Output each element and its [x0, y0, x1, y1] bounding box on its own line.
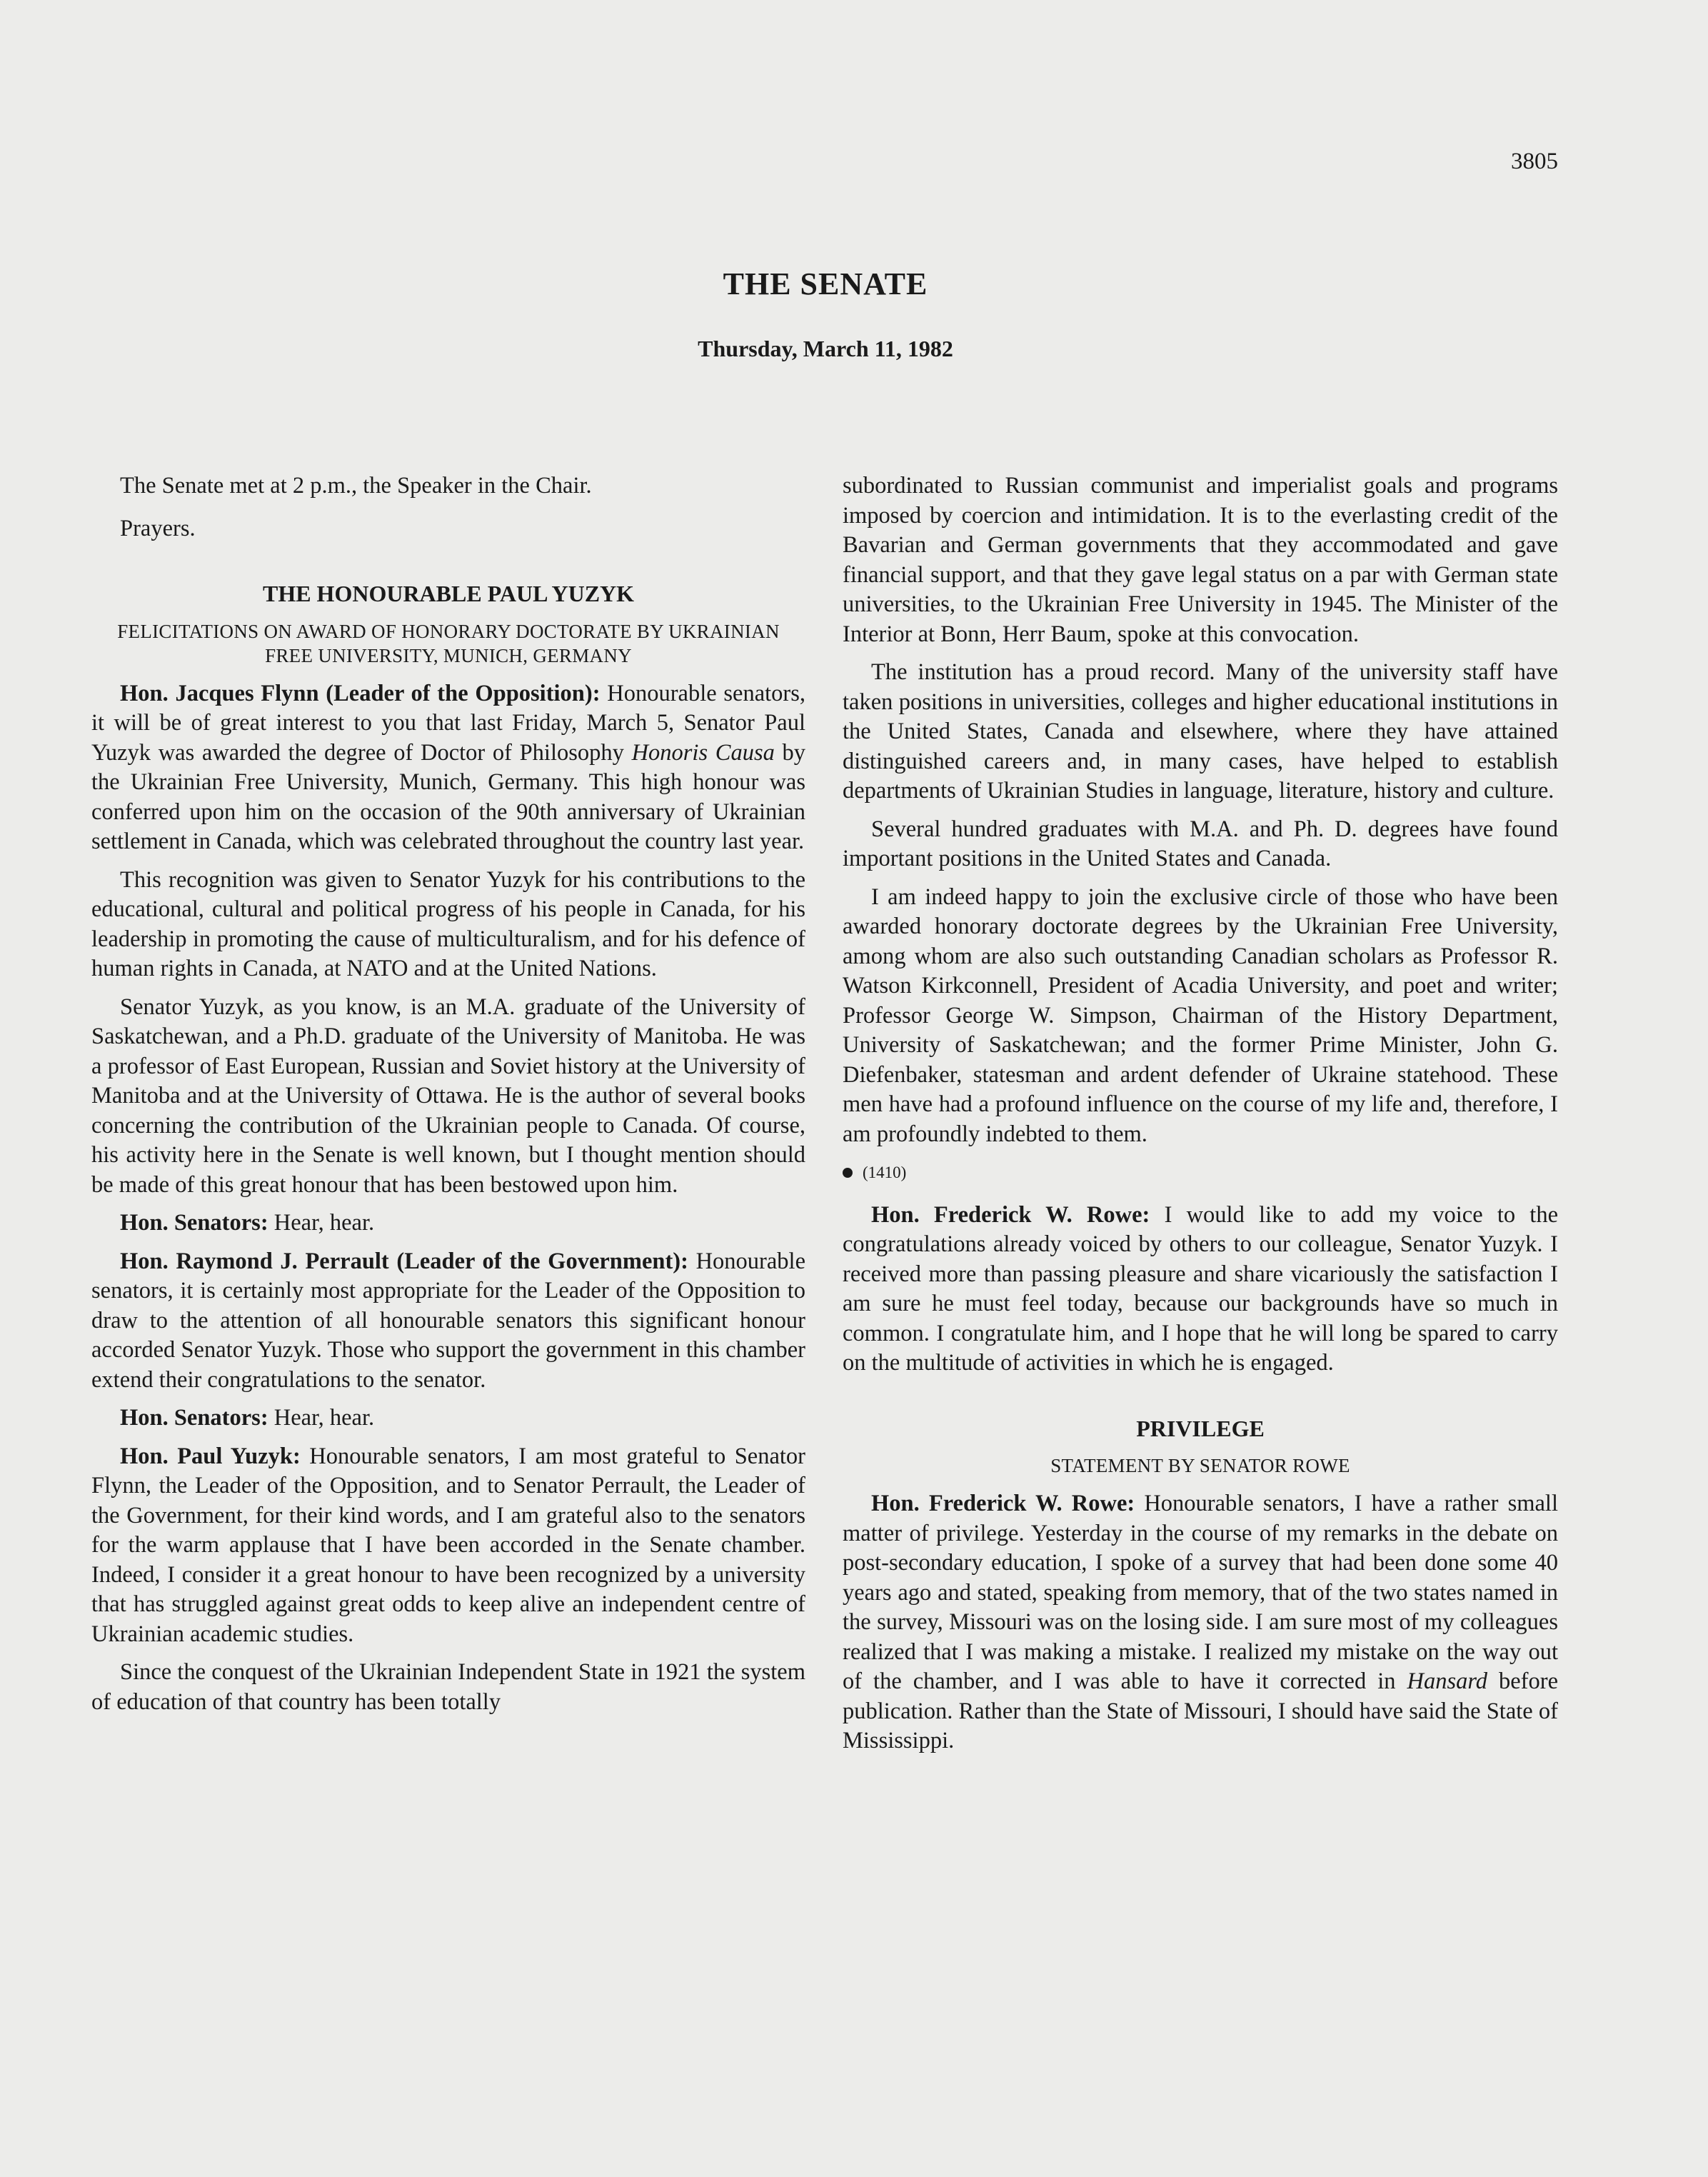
opening-line: The Senate met at 2 p.m., the Speaker in the Chair. — [120, 473, 592, 499]
speaker-name: Hon. Frederick W. Rowe: — [871, 1201, 1150, 1228]
sitting-date: Thursday, March 11, 1982 — [698, 336, 953, 361]
speech-text: Hear, hear. — [268, 1405, 375, 1431]
speaker-name: Hon. Jacques Flynn (Leader of the Opposition): — [120, 680, 601, 706]
paragraph-conquest: Since the conquest of the Ukrainian Independent State in 1921 the system of education of that country has been totally — [91, 1659, 805, 1715]
prayers-line: Prayers. — [120, 515, 196, 541]
paragraph-perrault — [91, 1247, 805, 1396]
speech-italic: Honoris Causa — [631, 739, 775, 766]
paragraph-hear-hear — [91, 1403, 805, 1433]
section-subheading-statement: STATEMENT BY SENATOR ROWE — [1050, 1455, 1350, 1476]
speech-text: Honourable senators, I have a rather small matter of privilege. Yesterday in the course of my remarks in the debate on post-secondary education, I spoke of a survey that had been done some 40 years ago and stated, speaking from memory, that of the two states named in the survey, Missouri was on the losing side. I am sure most of my colleagues realized that I was making a mistake. I realized my mistake on the way out of the chamber, and I was able to have it corrected in — [843, 1491, 1558, 1694]
paragraph-hear-hear — [91, 1208, 805, 1238]
speech-italic: Hansard — [1407, 1668, 1488, 1694]
speech-text: by the Ukrainian Free University, Munich, Germany. This high honour was conferred upon him on the occasion of the 90th anniversary of Ukrainian settlement in Canada, which was celebrated throughout the country last year. — [91, 739, 806, 854]
left-column — [91, 471, 805, 1726]
section-heading-privilege: PRIVILEGE — [1136, 1415, 1265, 1441]
paragraph-biography: Senator Yuzyk, as you know, is an M.A. graduate of the University of Saskatchewan, and a Ph.D. graduate of the University of Manitoba. He was a professor of East European, Russian and Soviet history at the University of Manitoba and at the University of Ottawa. He is the author of several books concerning the contribution of the Ukrainian people to Canada. Of course, his activity here in the Senate is well known, but I thought mention should be made of this great honour that has been bestowed upon him. — [91, 994, 805, 1198]
speech-text: Honourable senators, it will be of great interest to you that last Friday, March 5, Senator Paul Yuzyk was awarded the degree of Doctor of Philosophy — [91, 680, 806, 766]
speaker-name: Hon. Raymond J. Perrault (Leader of the Government): — [120, 1248, 688, 1274]
paragraph-flynn — [91, 679, 805, 857]
speaker-name: Hon. Paul Yuzyk: — [120, 1443, 301, 1469]
section-subheading-felicitations: FELICITATIONS ON AWARD OF HONORARY DOCTORATE BY UKRAINIAN FREE UNIVERSITY, MUNICH, GERMANY — [117, 620, 780, 666]
speaker-name: Hon. Senators: — [120, 1210, 268, 1236]
paragraph-rowe-congratulations — [843, 1201, 1558, 1378]
speech-text: Honourable senators, I am most grateful to Senator Flynn, the Leader of the Opposition, and to Senator Perrault, the Leader of the Government, for their kind words, and I am grateful also to the senators for the warm applause that I have been accorded in the Senate chamber. Indeed, I consider it a great honour to have been recognized by a university that has struggled against great odds to keep alive an independent centre of Ukrainian academic studies. — [91, 1443, 805, 1647]
section-heading-yuzyk: THE HONOURABLE PAUL YUZYK — [262, 581, 635, 606]
time-marker — [843, 1158, 1558, 1188]
right-column — [843, 471, 1558, 1765]
paragraph-institution: The institution has a proud record. Many of the university staff have taken positions in universities, colleges and higher educational institutions in the United States, Canada and elsewhere, where they have attained distinguished careers and, in many cases, have helped to establish departments of Ukrainian Studies in language, literature, history and culture. — [843, 659, 1558, 804]
paragraph-graduates: Several hundred graduates with M.A. and Ph. D. degrees have found important positions in the United States and Canada. — [843, 816, 1558, 871]
speech-text: before publication. Rather than the State of Missouri, I should have said the State of Mississippi. — [843, 1668, 1559, 1753]
bullet-icon — [843, 1168, 853, 1178]
paragraph-honorary-circle: I am indeed happy to join the exclusive circle of those who have been awarded honorary doctorate degrees by the Ukrainian Free University, among whom are also such outstanding Canadian scholars as Professor R. Watson Kirkconnell, President of Acadia University, and poet and writer; Professor George W. Simpson, Chairman of the History Department, University of Saskatchewan; and the former Prime Minister, John G. Diefenbaker, statesman and ardent defender of Ukraine statehood. These men have had a profound influence on the course of my life and, therefore, I am profoundly indebted to them. — [843, 884, 1558, 1147]
page-number: 3805 — [1511, 149, 1558, 174]
speaker-name: Hon. Senators: — [120, 1405, 268, 1431]
paragraph-continued: subordinated to Russian communist and imperialist goals and programs imposed by coercion and intimidation. It is to the everlasting credit of the Bavarian and German governments that they accommodated and gave financial support, and that they gave legal status on a par with German state universities, to the Ukrainian Free University in 1945. The Minister of the Interior at Bonn, Herr Baum, spoke at this convocation. — [843, 473, 1558, 647]
speech-text: I would like to add my voice to the congratulations already voiced by others to our colleague, Senator Yuzyk. I received more than passing pleasure and share vicariously the satisfaction I am sure he must feel today, because our backgrounds have so much in common. I congratulate him, and I hope that he will long be spared to carry on the multitude of activities in which he is engaged. — [843, 1201, 1559, 1376]
paragraph-recognition: This recognition was given to Senator Yuzyk for his contributions to the educational, cultural and political progress of his people in Canada, for his leadership in promoting the cause of multiculturalism, and for his defence of human rights in Canada, at NATO and at the United Nations. — [91, 866, 805, 981]
speech-text: Honourable senators, it is certainly most appropriate for the Leader of the Opposition to draw to the attention of all honourable senators this significant honour accorded Senator Yuzyk. Those who support the government in this chamber extend their congratulations to the senator. — [91, 1248, 805, 1393]
speech-text: Hear, hear. — [268, 1210, 375, 1236]
paragraph-yuzyk — [91, 1442, 805, 1650]
paragraph-rowe-privilege — [843, 1489, 1558, 1756]
speaker-name: Hon. Frederick W. Rowe: — [871, 1491, 1135, 1516]
time-marker-text: (1410) — [863, 1163, 907, 1181]
page-title: THE SENATE — [723, 266, 928, 301]
